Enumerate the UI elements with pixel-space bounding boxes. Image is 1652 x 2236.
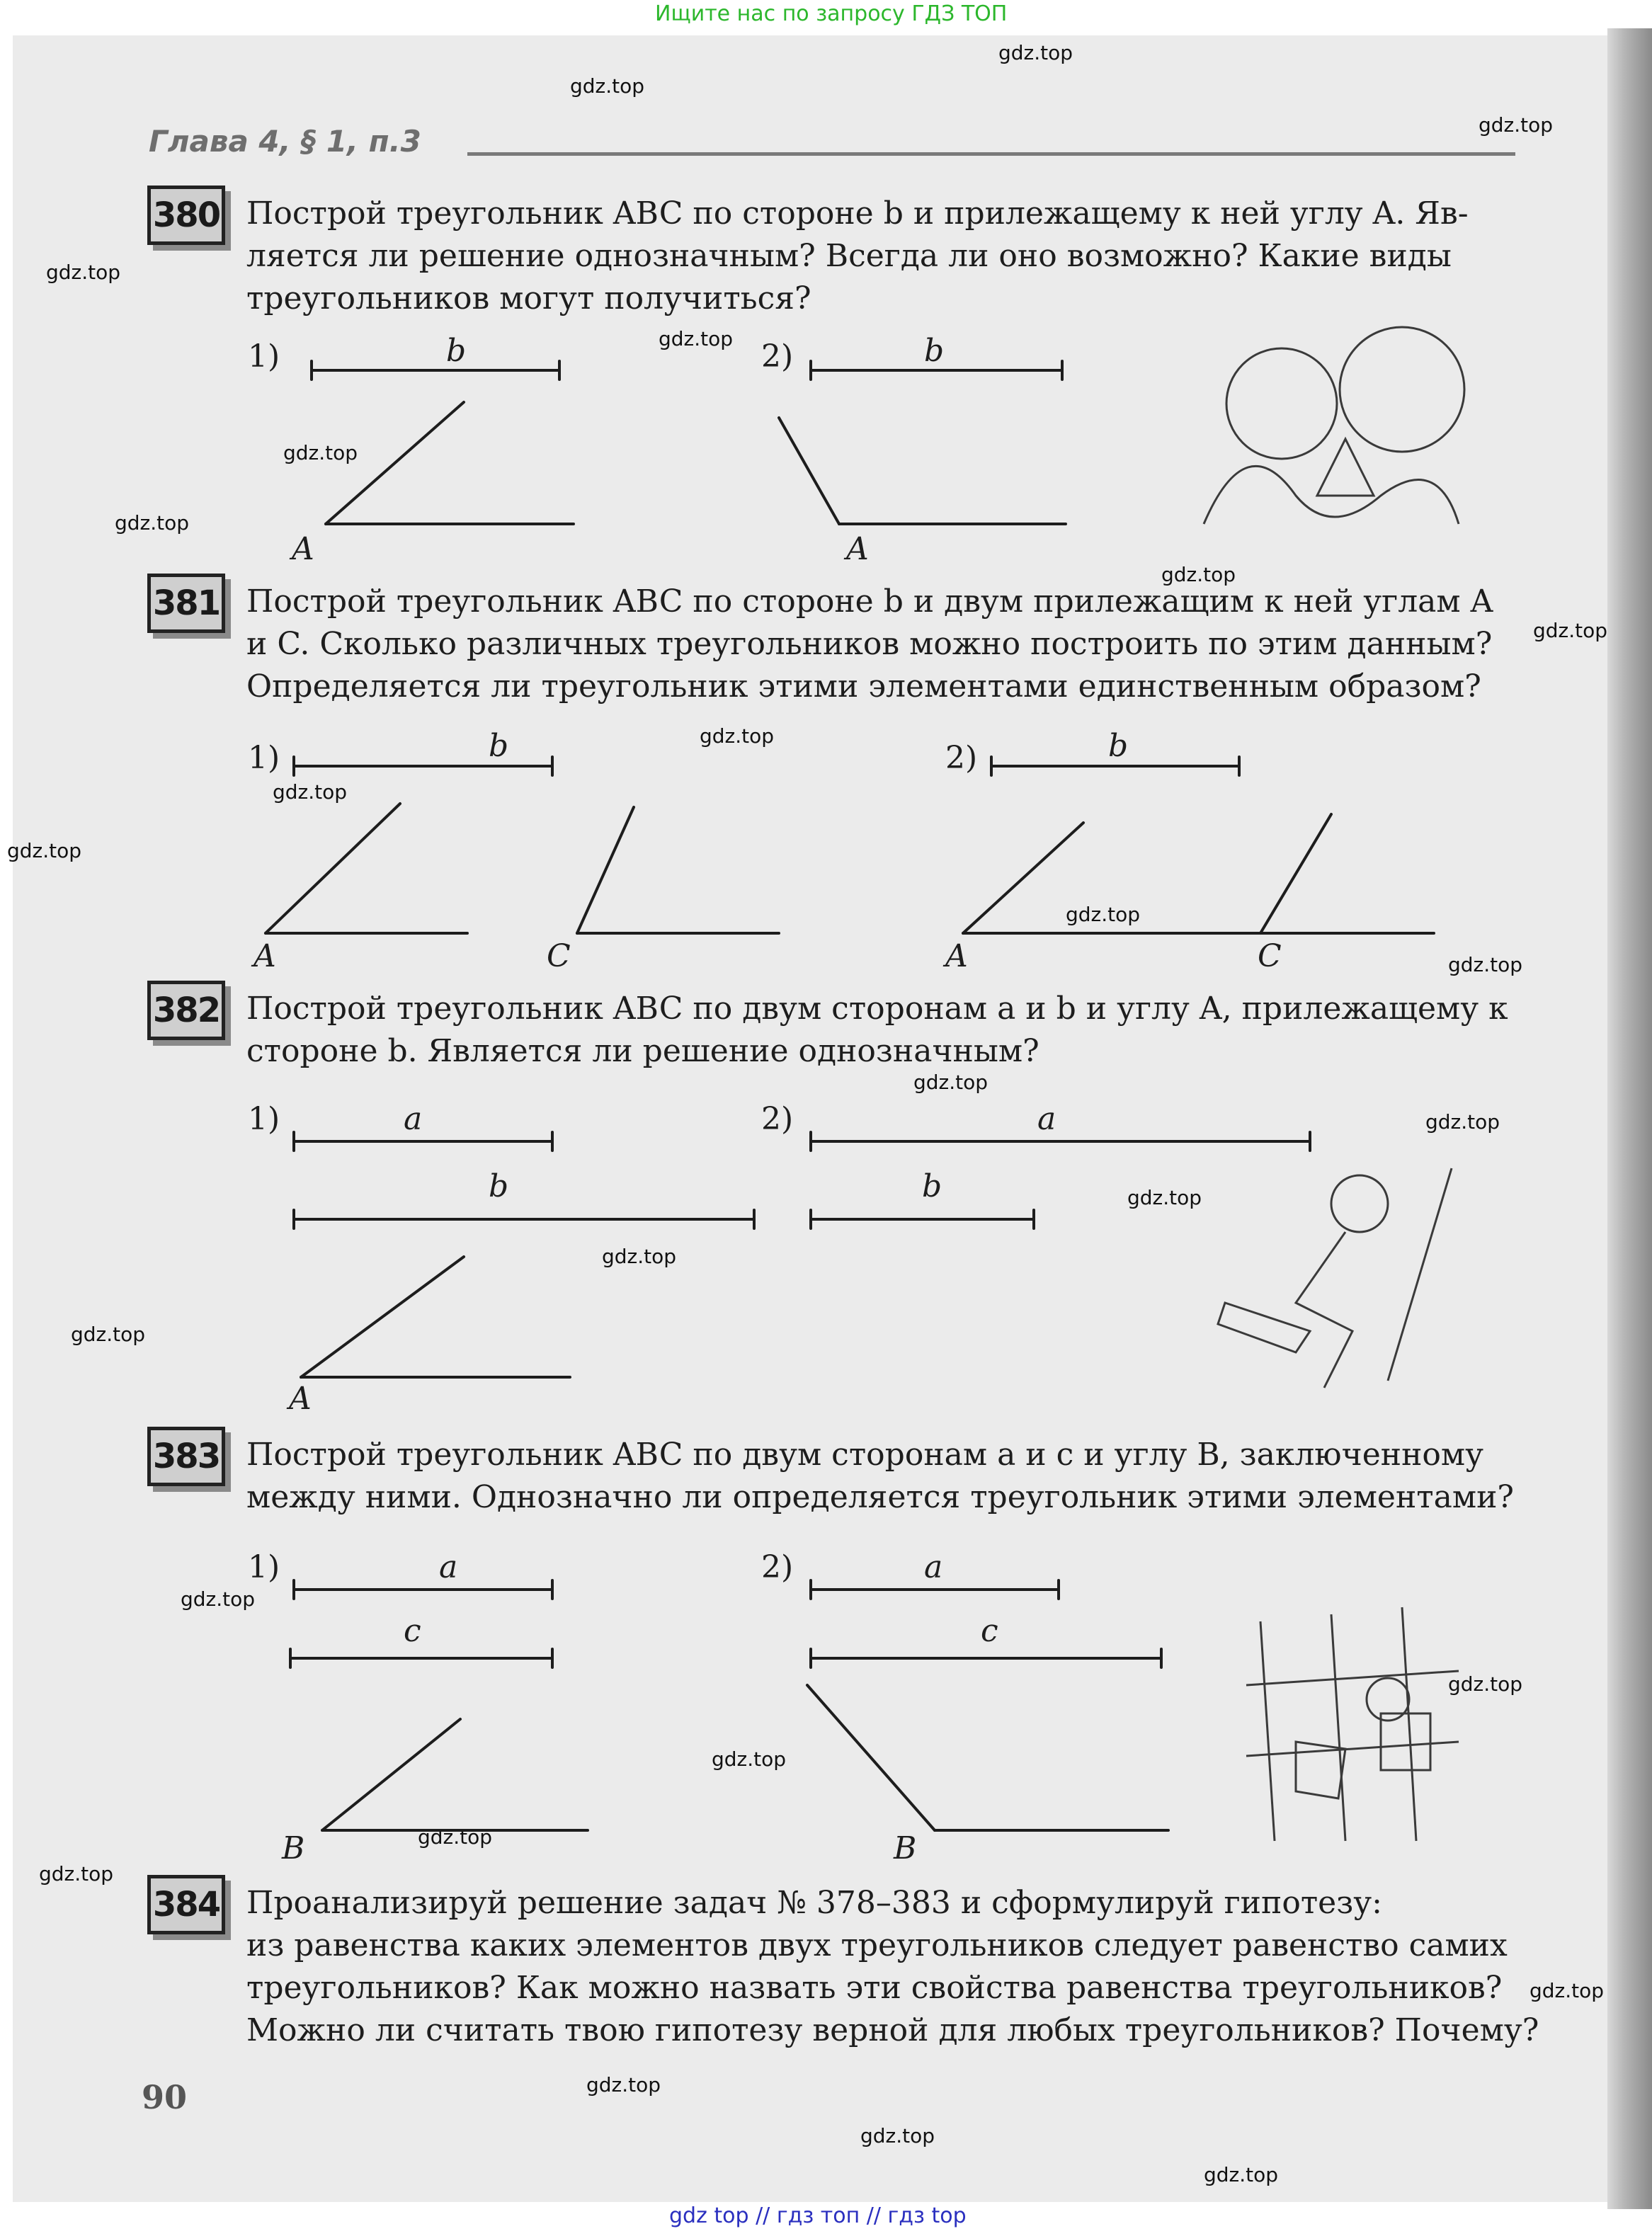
angle-ray bbox=[1260, 814, 1331, 933]
watermark: gdz.top bbox=[570, 74, 645, 98]
watermark: gdz.top bbox=[1479, 113, 1554, 137]
watermark: gdz.top bbox=[860, 2124, 935, 2147]
case-label: 2) bbox=[945, 740, 978, 776]
vertex-label-A: A bbox=[846, 531, 869, 567]
watermark: gdz.top bbox=[115, 511, 190, 535]
task-381-text: и C. Сколько различных треугольников можно построить по этим данным? bbox=[246, 626, 1493, 662]
vertex-label-B: B bbox=[282, 1830, 305, 1866]
case-label: 1) bbox=[248, 1101, 280, 1137]
vertex-label-C: C bbox=[547, 938, 571, 974]
chapter-header: Глава 4, § 1, п.3 bbox=[149, 124, 421, 159]
case-label: 1) bbox=[248, 740, 280, 776]
angle-ray bbox=[779, 418, 839, 524]
task-384-text: Можно ли считать твою гипотезу верной для любых треугольников? Почему? bbox=[246, 2012, 1539, 2048]
segment-label-c: c bbox=[404, 1613, 421, 1649]
fig-380-2 bbox=[779, 361, 1066, 524]
watermark: gdz.top bbox=[1127, 1186, 1202, 1209]
watermark: gdz.top bbox=[1066, 903, 1141, 926]
watermark: gdz.top bbox=[418, 1825, 493, 1849]
segment-label-a: a bbox=[404, 1101, 423, 1137]
vertex-label-A: A bbox=[254, 938, 276, 974]
fig-383-1 bbox=[290, 1580, 588, 1830]
task-384-text: треугольников? Как можно назвать эти свойства равенства треугольников? bbox=[246, 1970, 1503, 2006]
fig-381-2 bbox=[963, 757, 1434, 933]
angle-ray bbox=[577, 807, 634, 933]
watermark: gdz.top bbox=[273, 780, 348, 804]
segment-label-b: b bbox=[924, 333, 945, 369]
watermark: gdz.top bbox=[602, 1245, 677, 1268]
task-383-text: между ними. Однозначно ли определяется треугольник этими элементами? bbox=[246, 1479, 1515, 1515]
watermark: gdz.top bbox=[1533, 619, 1608, 642]
vertex-label-A: A bbox=[945, 938, 968, 974]
task-384-text: Проанализируй решение задач № 378–383 и сформулируй гипотезу: bbox=[246, 1885, 1382, 1921]
watermark: gdz.top bbox=[1448, 953, 1523, 976]
vertex-label-B: B bbox=[894, 1830, 917, 1866]
task-383-text: Построй треугольник ABC по двум сторонам a и c и углу B, заключенному bbox=[246, 1437, 1484, 1473]
segment-label-b: b bbox=[489, 1168, 509, 1204]
watermark: gdz.top bbox=[586, 2073, 661, 2097]
task-382-text: стороне b. Является ли решение однозначным? bbox=[246, 1033, 1039, 1069]
case-label: 2) bbox=[761, 1549, 794, 1585]
task-number-382: 382 bbox=[147, 981, 225, 1040]
case-label: 1) bbox=[248, 338, 280, 375]
watermark: gdz.top bbox=[46, 261, 121, 284]
case-label: 1) bbox=[248, 1549, 280, 1585]
footer-links[interactable]: gdz top // гдз топ // гдз top bbox=[669, 2203, 967, 2228]
case-label: 2) bbox=[761, 1101, 794, 1137]
vertex-label-A: A bbox=[292, 531, 314, 567]
fig-382-2 bbox=[811, 1132, 1310, 1228]
watermark: gdz.top bbox=[1529, 1979, 1605, 2002]
watermark: gdz.top bbox=[1161, 563, 1236, 586]
segment-label-b: b bbox=[446, 333, 467, 369]
task-number-383: 383 bbox=[147, 1427, 225, 1486]
task-384-text: из равенства каких элементов двух треугольников следует равенство самих bbox=[246, 1927, 1508, 1963]
segment-label-b: b bbox=[489, 728, 509, 764]
watermark: gdz.top bbox=[998, 41, 1073, 64]
illustration-ladies bbox=[1204, 327, 1464, 524]
angle-ray bbox=[301, 1257, 464, 1377]
fig-380-1 bbox=[312, 361, 574, 524]
fig-382-1 bbox=[294, 1132, 754, 1377]
angle-ray bbox=[807, 1685, 935, 1830]
angle-ray bbox=[266, 804, 400, 933]
vertex-label-A: A bbox=[289, 1381, 312, 1417]
watermark: gdz.top bbox=[181, 1587, 256, 1611]
task-number-380: 380 bbox=[147, 186, 225, 245]
watermark: gdz.top bbox=[1204, 2163, 1279, 2186]
segment-label-b: b bbox=[1108, 728, 1129, 764]
angle-ray bbox=[963, 823, 1083, 933]
watermark: gdz.top bbox=[712, 1747, 787, 1771]
illustration-jail bbox=[1246, 1607, 1459, 1841]
task-382-text: Построй треугольник ABC по двум сторонам a и b и углу A, прилежащему к bbox=[246, 991, 1508, 1027]
watermark: gdz.top bbox=[283, 441, 358, 464]
watermark: gdz.top bbox=[659, 327, 734, 350]
segment-label-a: a bbox=[1037, 1101, 1056, 1137]
watermark: gdz.top bbox=[913, 1071, 989, 1094]
illustration-skier bbox=[1218, 1168, 1452, 1388]
task-number-381: 381 bbox=[147, 574, 225, 633]
task-380-text: треугольников могут получиться? bbox=[246, 280, 811, 316]
figure-labels bbox=[248, 333, 1282, 1866]
fig-381-1 bbox=[266, 757, 779, 933]
watermark: gdz.top bbox=[700, 724, 775, 748]
segment-label-c: c bbox=[981, 1613, 998, 1649]
watermark: gdz.top bbox=[71, 1323, 146, 1346]
angle-ray bbox=[322, 1719, 460, 1830]
case-label: 2) bbox=[761, 338, 794, 375]
watermark: gdz.top bbox=[1425, 1110, 1500, 1134]
watermark: gdz.top bbox=[7, 839, 82, 862]
task-number-384: 384 bbox=[147, 1875, 225, 1934]
watermark: gdz.top bbox=[39, 1862, 114, 1886]
task-381-text: Построй треугольник ABC по стороне b и двум прилежащим к ней углам A bbox=[246, 583, 1493, 620]
page-number: 90 bbox=[142, 2078, 188, 2116]
segment-label-a: a bbox=[924, 1549, 943, 1585]
task-380-text: ляется ли решение однозначным? Всегда ли оно возможно? Какие виды bbox=[246, 238, 1452, 274]
angle-ray bbox=[326, 402, 464, 524]
task-381-text: Определяется ли треугольник этими элементами единственным образом? bbox=[246, 668, 1481, 705]
watermark: gdz.top bbox=[1448, 1672, 1523, 1696]
vertex-label-C: C bbox=[1258, 938, 1282, 974]
task-380-text: Построй треугольник ABC по стороне b и прилежащему к ней углу A. Яв- bbox=[246, 195, 1469, 232]
top-banner[interactable]: Ищите нас по запросу ГДЗ ТОП bbox=[655, 1, 1008, 26]
segment-label-b: b bbox=[922, 1168, 942, 1204]
segment-label-a: a bbox=[439, 1549, 458, 1585]
